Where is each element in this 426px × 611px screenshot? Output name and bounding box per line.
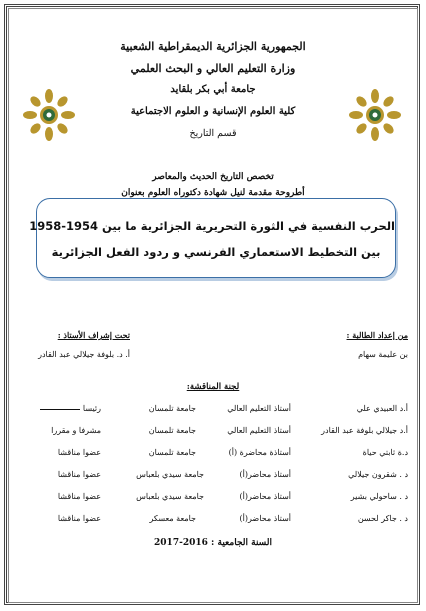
thesis-intro: أطروحة مقدمة لنيل شهادة دكتوراه العلوم بعنوان [121,188,305,198]
supervisor-label: تحت إشراف الأستاذ : [57,330,130,340]
academic-year [0,538,426,548]
committee-member-role: عضوا مناقشا [57,448,101,457]
faculty-name: كلية العلوم الإنسانية و العلوم الاجتماعية [130,106,296,117]
academic-year-label: السنة الجامعية : [211,538,272,548]
committee-member-rank: أستاذ محاضر(أ) [239,492,291,501]
committee-member-university: جامعة تلمسان [148,448,196,457]
supervisor-name: أ. د. بلوفة جيلالي عبد القادر [38,350,130,359]
committee-label: لجنة المناقشة: [186,382,240,392]
student-label: من إعداد الطالبة : [346,330,408,340]
committee-member-rank: أستاذ التعليم العالي [227,426,291,435]
committee-member-role: عضوا مناقشا [57,492,101,501]
role-underline [40,409,80,410]
thesis-title-line1: الحرب النفسية في الثورة التحريرية الجزائرية ما بين 1954-1958 [29,219,395,233]
committee-member-rank: أستاذ التعليم العالي [227,404,291,413]
committee-member-rank: أستاذ محاضر(أ) [239,470,291,479]
student-name: بن عليمة سهام [358,350,408,359]
committee-member-role: عضوا مناقشا [57,470,101,479]
department-name: قسم التاريخ [189,128,237,139]
thesis-title-box [29,198,396,278]
committee-member-university: جامعة تلمسان [148,426,196,435]
committee-member-rank: أستاذة محاضرة (أ) [228,448,291,457]
committee-member-role: رئيسا [40,404,101,413]
committee-member-rank: أستاذ محاضر(أ) [239,514,291,523]
thesis-title-line2: بين التخطيط الاستعماري الفرنسي و ردود الفعل الجزائرية [51,245,381,259]
academic-year-value: 2016-2017 [154,538,208,548]
committee-member-name: أ.د جيلالي بلوفة عبد القادر [321,426,408,435]
committee-member-role: مشرفا و مقررا [51,426,101,435]
committee-member-name: د.ة ثابتي حياة [362,448,408,457]
committee-member-role: عضوا مناقشا [57,514,101,523]
university-name: جامعة أبي بكر بلقايد [170,84,256,95]
committee-member-name: د . ساحولي بشير [350,492,408,501]
ministry-name: وزارة التعليم العالي و البحث العلمي [130,62,296,75]
committee-member-university: جامعة سيدي بلعباس [136,470,204,479]
committee-member-university: جامعة معسكر [149,514,196,523]
committee-member-university: جامعة تلمسان [148,404,196,413]
committee-member-university: جامعة سيدي بلعباس [136,492,204,501]
specialty: تخصص التاريخ الحديث والمعاصر [152,172,274,182]
committee-member-name: أ.د العبيدي علي [356,404,408,413]
committee-member-name: د . جاكر لحسن [357,514,408,523]
republic-name: الجمهورية الجزائرية الديمقراطية الشعبية [120,40,306,53]
committee-member-name: د . شقرون جيلالي [348,470,408,479]
